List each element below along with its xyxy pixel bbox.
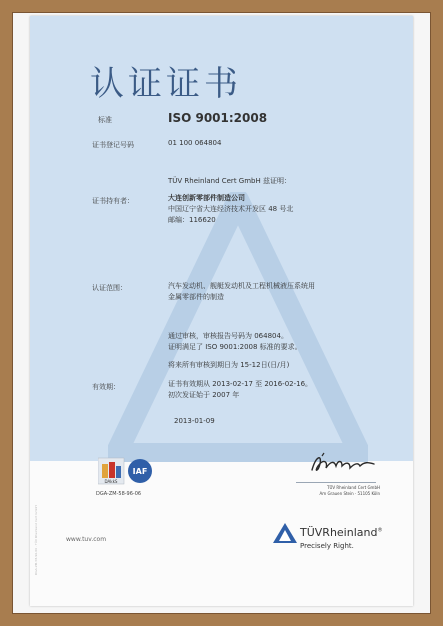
validity-line-2: 初次发证始于 2007 年 [168, 391, 240, 399]
scope-line-2: 金属零部件的制造 [168, 293, 224, 301]
validity-label: 有效期： [92, 383, 120, 391]
signer-org-line-2: Am Grauen Stein · 51105 Köln [319, 491, 380, 496]
tuv-slogan: Precisely Right. [300, 542, 354, 550]
certificate-title: 认证证书 [90, 64, 242, 104]
standard-value: ISO 9001:2008 [168, 111, 268, 125]
holder-label: 证书持有者： [92, 197, 134, 205]
registered-mark: ® [377, 527, 383, 534]
tuv-brand-name [300, 526, 382, 539]
tuv-brand-text: TÜVRheinland [300, 526, 378, 539]
signature-icon [306, 450, 378, 478]
scope-label: 认证范围： [92, 284, 127, 292]
holder-postcode: 邮编：116620 [168, 216, 216, 224]
audit-line-3: 将来所有审核到期日为 15-12日(日/月) [168, 361, 290, 369]
accreditation-code: DGA-ZM-58-96-06 [96, 491, 142, 497]
signature-line [296, 482, 376, 483]
certification-intro: TÜV Rheinland Cert GmbH 兹证明： [168, 177, 291, 185]
signer-org-line-1: TÜV Rheinland Cert GmbH [327, 485, 380, 490]
registration-number-value: 01 100 064804 [168, 139, 222, 147]
audit-line-2: 证明满足了 ISO 9001:2008 标准的要求。 [168, 343, 302, 351]
validity-line-1: 证书有效期从 2013-02-17 至 2016-02-16。 [168, 380, 313, 388]
holder-address: 中国辽宁省大连经济技术开发区 48 号北 [168, 205, 294, 213]
website-url: www.tuv.com [66, 536, 107, 543]
accreditation-logos-icon [98, 456, 154, 488]
scope-line-1: 汽车发动机、舰艇发动机及工程机械液压系统用 [168, 282, 315, 290]
triangle-watermark-icon [108, 192, 368, 462]
registration-number-label: 证书登记号码 [92, 141, 134, 149]
side-small-print: DGA-ZM-58-96-06 · TÜV Rheinland Cert GmbH [34, 505, 38, 575]
issue-date: 2013-01-09 [174, 417, 215, 425]
dakks-text: DAkkS [104, 479, 118, 484]
holder-name: 大连创新零部件制造公司 [168, 194, 245, 202]
tuv-triangle-logo-icon [272, 522, 298, 544]
iaf-text: IAF [132, 467, 148, 476]
audit-line-1: 通过审核，审核报告号码为 064804。 [168, 332, 288, 340]
standard-label: 标准 [98, 116, 112, 124]
signer-organization [296, 485, 380, 497]
